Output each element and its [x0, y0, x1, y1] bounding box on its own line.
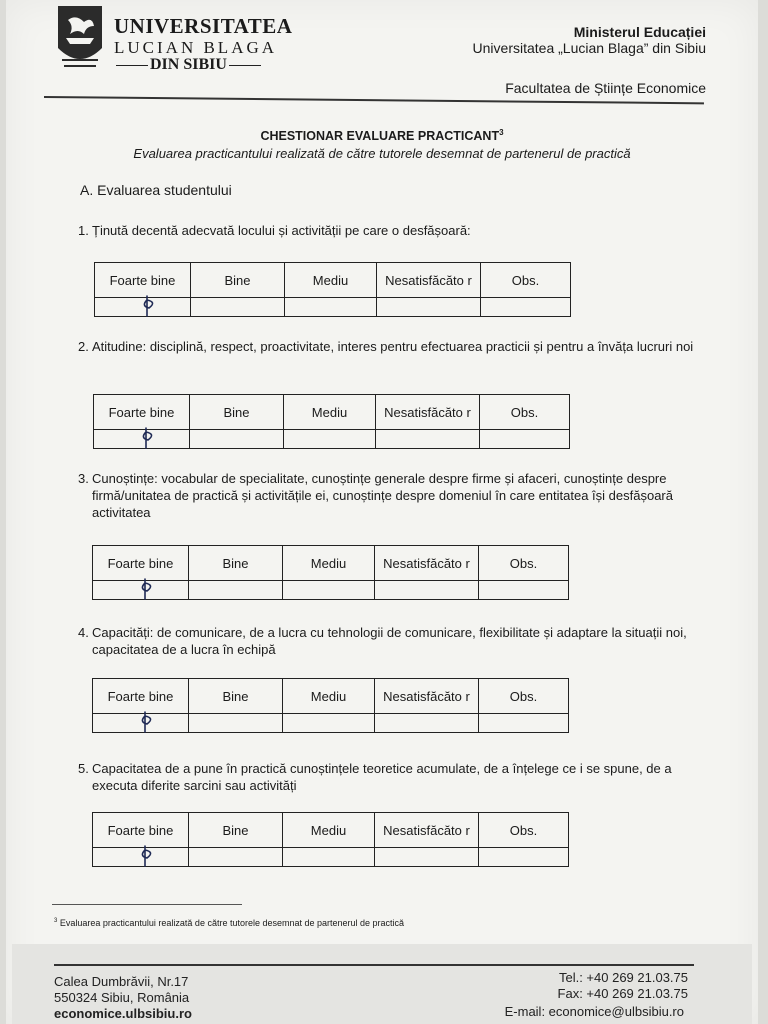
rating-column-header: Nesatisfăcăto r [376, 395, 480, 430]
rating-cell[interactable] [94, 430, 190, 449]
handwritten-check-icon [136, 426, 158, 450]
rating-column-header: Mediu [284, 395, 376, 430]
rating-column-header: Obs. [479, 813, 569, 848]
rating-cell[interactable] [93, 848, 189, 867]
rating-cell[interactable] [190, 430, 284, 449]
rating-cell[interactable] [284, 430, 376, 449]
rating-column-header: Mediu [285, 263, 377, 298]
university-name-line1: UNIVERSITATEA [114, 14, 293, 38]
handwritten-check-icon [137, 294, 159, 318]
form-title-text: CHESTIONAR EVALUARE PRACTICANT [260, 129, 500, 144]
rating-cell[interactable] [377, 298, 481, 317]
question-text: Ținută decentă adecvată locului și activității pe care o desfășoară: [92, 223, 471, 238]
rating-column-header: Foarte bine [93, 679, 189, 714]
rating-column-header: Foarte bine [94, 395, 190, 430]
rating-column-header: Bine [191, 263, 285, 298]
rating-column-header: Nesatisfăcăto r [375, 679, 479, 714]
rating-column-header: Obs. [479, 679, 569, 714]
question-text: Atitudine: disciplină, respect, proactivitate, interes pentru efectuarea practicii și pentru a învăța lucruri noi [92, 339, 694, 354]
footer-divider [54, 964, 694, 966]
question-number: 4. [78, 625, 89, 640]
footer-fax: Fax: +40 269 21.03.75 [557, 986, 688, 1001]
question-5 [78, 760, 714, 794]
university-name-line3 [114, 56, 263, 74]
rating-column-header: Bine [190, 395, 284, 430]
rating-cell[interactable] [95, 298, 191, 317]
footer-email[interactable]: E-mail: economice@ulbsibiu.ro [504, 1004, 684, 1019]
question-1 [78, 222, 714, 239]
header-divider [44, 96, 704, 104]
footer-phone: Tel.: +40 269 21.03.75 [558, 970, 688, 985]
rating-cell[interactable] [93, 714, 189, 733]
rating-cell[interactable] [189, 581, 283, 600]
rating-column-header: Bine [189, 679, 283, 714]
question-4 [78, 624, 714, 658]
rating-column-header: Foarte bine [95, 263, 191, 298]
university-logo [54, 4, 294, 74]
rating-cell[interactable] [283, 848, 375, 867]
rating-table-2 [93, 394, 570, 449]
rating-cell[interactable] [375, 848, 479, 867]
rating-column-header: Nesatisfăcăto r [375, 813, 479, 848]
footnote-marker: 3 [54, 918, 58, 924]
rating-cell[interactable] [375, 581, 479, 600]
rating-column-header: Mediu [283, 546, 375, 581]
rating-cell[interactable] [189, 714, 283, 733]
rating-column-header: Obs. [480, 395, 570, 430]
rating-cell[interactable] [189, 848, 283, 867]
question-text: Cunoștințe: vocabular de specialitate, cunoștințe generale despre firme și afaceri, cunoștințe despre firmă/unitatea de practică și activitățile ei, cunoștințe despre domeniul în care entitatea își desfășoară activitatea [92, 471, 673, 520]
question-text: Capacitatea de a pune în practică cunoștințele teoretice acumulate, de a înțelege ce i se spune, de a executa diferite sarcini sau activități [92, 761, 672, 793]
footnote-ref: 3 [499, 128, 504, 137]
rating-column-header: Mediu [283, 679, 375, 714]
rating-table-1 [94, 262, 571, 317]
rating-column-header: Nesatisfăcăto r [377, 263, 481, 298]
rating-column-header: Foarte bine [93, 813, 189, 848]
form-subtitle: Evaluarea practicantului realizată de către tutorele desemnat de partenerul de practică [133, 146, 631, 161]
rating-column-header: Nesatisfăcăto r [375, 546, 479, 581]
rating-cell[interactable] [285, 298, 377, 317]
rating-cell[interactable] [481, 298, 571, 317]
footer-website[interactable]: economice.ulbsibiu.ro [54, 1006, 192, 1021]
section-heading: A. Evaluarea studentului [80, 182, 232, 198]
rating-cell[interactable] [479, 581, 569, 600]
rating-table-5 [92, 812, 569, 867]
rating-column-header: Mediu [283, 813, 375, 848]
rating-cell[interactable] [283, 714, 375, 733]
question-2 [78, 338, 714, 355]
rating-cell[interactable] [93, 581, 189, 600]
rating-column-header: Bine [189, 546, 283, 581]
question-3 [78, 470, 714, 521]
university-full-name: Universitatea „Lucian Blaga” din Sibiu [472, 40, 706, 56]
rating-column-header: Bine [189, 813, 283, 848]
rating-cell[interactable] [480, 430, 570, 449]
handwritten-check-icon [135, 577, 157, 601]
rating-table-3 [92, 545, 569, 600]
question-number: 1. [78, 223, 89, 238]
footer-address-line1: Calea Dumbrăvii, Nr.17 [54, 974, 189, 989]
rating-cell[interactable] [376, 430, 480, 449]
rating-table-4 [92, 678, 569, 733]
question-number: 5. [78, 761, 89, 776]
rating-column-header: Obs. [481, 263, 571, 298]
university-emblem-icon [54, 4, 106, 72]
rating-cell[interactable] [479, 714, 569, 733]
footnote [54, 918, 404, 928]
rating-column-header: Obs. [479, 546, 569, 581]
university-name-line2: LUCIAN BLAGA [114, 38, 278, 57]
rating-column-header: Foarte bine [93, 546, 189, 581]
university-city: DIN SIBIU [150, 56, 227, 73]
footnote-divider [52, 904, 242, 905]
faculty-name: Facultatea de Științe Economice [505, 80, 706, 96]
rating-cell[interactable] [191, 298, 285, 317]
footnote-text: Evaluarea practicantului realizată de către tutorele desemnat de partenerul de practică [59, 918, 405, 928]
rating-cell[interactable] [375, 714, 479, 733]
footer-address-line2: 550324 Sibiu, România [54, 990, 190, 1005]
handwritten-check-icon [135, 844, 157, 868]
handwritten-check-icon [135, 710, 157, 734]
form-title [6, 128, 758, 143]
question-number: 3. [78, 471, 89, 486]
ministry-name: Ministerul Educației [573, 24, 706, 40]
rating-cell[interactable] [283, 581, 375, 600]
document-page [6, 0, 758, 1024]
question-text: Capacități: de comunicare, de a lucra cu tehnologii de comunicare, flexibilitate și adaptare la situații noi, capacitatea de a lucra în echipă [92, 625, 687, 657]
question-number: 2. [78, 339, 89, 354]
rating-cell[interactable] [479, 848, 569, 867]
